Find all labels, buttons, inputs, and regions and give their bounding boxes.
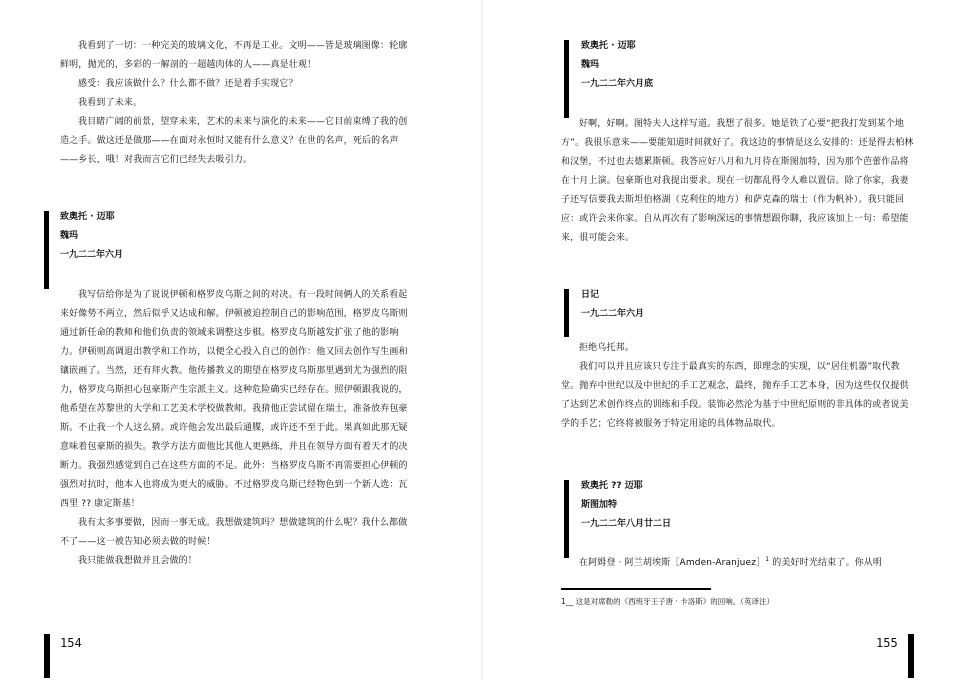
letter-recipient: 致奥托 · 迈耶: [581, 41, 636, 51]
page-number-bar: [908, 634, 914, 678]
letter-header: [60, 208, 400, 265]
paragraph: 我只能做我想做并且会做的！: [78, 556, 197, 566]
footnote-rule: [561, 588, 711, 590]
footnote-marker: 1: [765, 556, 770, 563]
paragraph: 我目睹广阔的前景，望穿未来，艺术的未来与演化的未来——它目前束缚了我的创造之手。做这还是做那——在面对永恒时又能有什么意义？在世的名声，死后的名声——乡长，哦！对我而言它们已经失去吸引力。: [60, 117, 408, 165]
left-letter-body: [60, 286, 412, 571]
letter-header-bar: [44, 211, 49, 289]
letter-place: 斯图加特: [581, 500, 618, 510]
letter-body: [561, 550, 931, 573]
letter-text: 的美好时光结束了。你从明: [769, 558, 883, 568]
paragraph: 我看到了未来。: [78, 98, 143, 108]
letter-header-bar: [564, 480, 569, 558]
diary-header: [581, 286, 921, 324]
footnote: [561, 596, 921, 608]
letter-recipient: 致奥托 ?? 迈耶: [581, 481, 643, 491]
paragraph: 拒绝乌托邦。: [579, 343, 634, 353]
letter-place: 魏玛: [60, 231, 79, 241]
letter-date: 一九二二年六月: [60, 250, 124, 260]
diary-title: 日记: [581, 290, 600, 300]
diary-body: [561, 339, 917, 434]
letter-header-bar: [564, 40, 569, 118]
paragraph: 我有太多事要做，因而一事无成。我想做建筑吗？想做建筑的什么呢？我什么都做不了——这一被告知必须去做的时候！: [60, 518, 408, 547]
paragraph: 感受：我应该做什么？什么都不做？还是着手实现它？: [78, 79, 298, 89]
right-page: [482, 0, 964, 680]
footnote-text: 1__ 这是对席勒的《西班牙王子唐 · 卡洛斯》的回响。（英译注）: [561, 597, 775, 606]
letter-recipient: 致奥托 · 迈耶: [60, 212, 115, 222]
letter-header: [581, 37, 921, 94]
page-number-bar: [44, 634, 50, 678]
letter-text: 在阿姆登 · 阿兰胡埃斯［Amden-Aranjuez］: [579, 558, 766, 568]
paragraph: 我写信给你是为了说说伊顿和格罗皮乌斯之间的对决。有一段时间俩人的关系看起来好像势不两立，然后似乎又达成和解。伊顿被迫控制自己的影响范围，格罗皮乌斯则通过新任命的教师和他们负责的领域来调整这步棋。格罗皮乌斯越发扩张了他的影响力。伊顿则高调退出教学和工作坊，以便全心投入自己的创作：他又回去创作写生画和镶嵌画了。当然，还有拜火教。他传播教义的期望在格罗皮乌斯那里遇到尤为强烈的阻力，格罗皮乌斯担心包豪斯产生宗派主义。这种危险确实已经存在。照伊顿跟我说的，他希望在苏黎世的大学和工艺美术学校做教师。我猜他正尝试留在瑞士，准备放弃包豪斯。不止我一个人这么猜。或许他会发出最后通牒，或许还不至于此。果真如此那无疑意味着包豪斯的损失。教学方法方面他比其他人更熟练，并且在领导方面有着天才的决断力。我强烈感觉到自己在这些方面的不足。此外：当格罗皮乌斯不再需要担心伊顿的强烈对抗时，他本人也将成为更大的威胁。不过格罗皮乌斯已经物色到一个新人选：瓦西里 ?? 康定斯基！: [60, 290, 408, 509]
paragraph: [561, 550, 931, 573]
paragraph: 我看到了一切：一种完美的玻璃文化，不再是工业。文明——皆是玻璃图像：轮廓鲜明，抛光的，多彩的一解剖的一超越肉体的人——真是壮观！: [60, 41, 408, 70]
letter-date: 一九二二年六月底: [581, 79, 654, 89]
letter-body: [561, 115, 917, 248]
diary-header-bar: [564, 289, 569, 337]
left-opening-text: [60, 37, 412, 170]
page-number: 154: [60, 636, 82, 650]
paragraph: 我们可以并且应该只专注于最真实的东西，即理念的实现，以“居住机器”取代教堂。抛弃中世纪以及中世纪的手工艺观念，最终，抛弃手工艺本身，因为这些仅仅提供了达到艺术创作终点的训练和手段。装饰必然沦为基于中世纪原则的非具体的或者说美学的手艺；它终将被服务于特定用途的具体物品取代。: [561, 362, 909, 429]
letter-header: [581, 477, 921, 534]
letter-date: 一九二二年八月廿二日: [581, 519, 672, 529]
letter-place: 魏玛: [581, 60, 600, 70]
diary-date: 一九二二年六月: [581, 309, 645, 319]
paragraph: 好啊，好啊。图特夫人这样写道。我想了很多。她是铁了心要“把我打发到某个地方”。我很乐意来——要能知道时间就好了。我这边的事情是这么安排的：还是得去柏林和汉堡，不过也去德累斯顿。我答应好八月和九月待在斯图加特，因为那个芭蕾作品将在十月上演。包豪斯也对我提出要求。现在一切都乱得令人难以置信。除了你家，我妻子还写信要我去斯坦伯格湖（克利住的地方）和萨克森的瑞士（作为帆补）。我只能回应：或许会来你家。自从再次有了影响深远的事情想跟你聊，我应该加上一句：希望能来，很可能会来。: [561, 119, 914, 243]
page-number: 155: [876, 636, 898, 650]
